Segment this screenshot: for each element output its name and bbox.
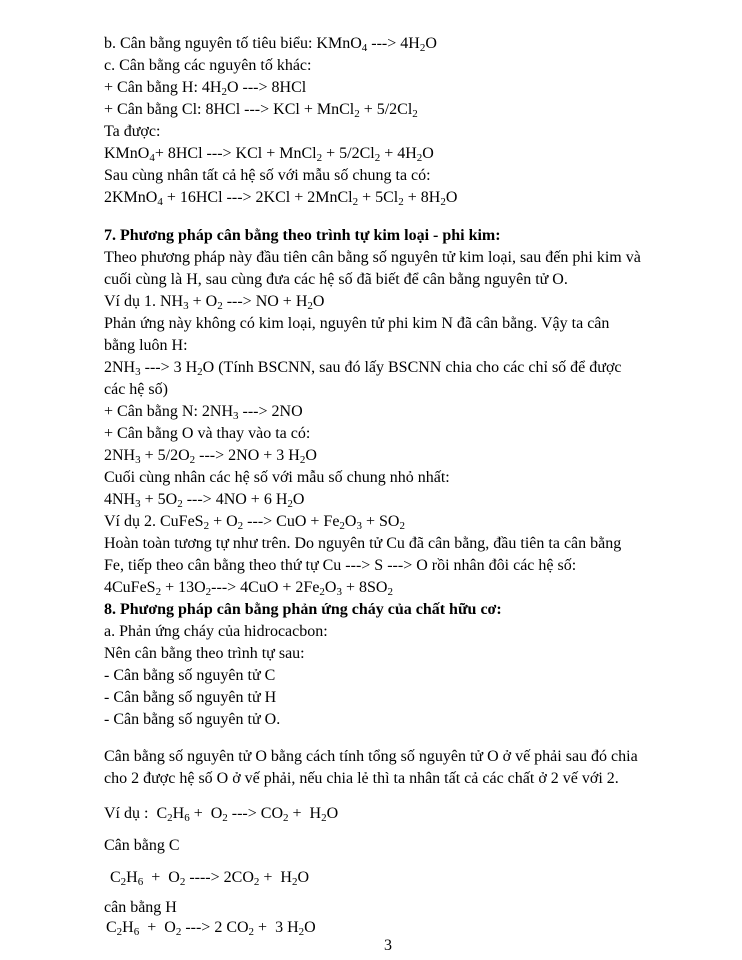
text-line: Ta được: bbox=[104, 123, 161, 140]
text-line: $C_2H_6 + O_2$ ---> 2 $CO_2 + 3$ $H_2O$ bbox=[106, 919, 316, 938]
text-line: - Cân bằng số nguyên tử C bbox=[104, 667, 276, 684]
section-heading: 8. Phương pháp cân bằng phản ứng cháy của chất hữu cơ: bbox=[104, 601, 502, 618]
text-line: + Cân bằng O và thay vào ta có: bbox=[104, 425, 311, 442]
text-line: Cuối cùng nhân các hệ số với mẫu số chung nhỏ nhất: bbox=[104, 469, 450, 486]
text-line: bằng luôn H: bbox=[104, 337, 188, 354]
text-line: + Cân bằng N: $2NH_3$ ---> 2NO bbox=[104, 403, 303, 422]
text-line: Phản ứng này không có kim loại, nguyên tử phi kim N đã cân bằng. Vậy ta cân bbox=[104, 315, 610, 332]
text-line: $4NH_3 + 5O_2$ ---> 4NO + 6 $H_2O$ bbox=[104, 491, 305, 510]
text-line: $C_2H_6 + O_2$ ----> $2CO_2 + H_2O$ bbox=[110, 869, 310, 888]
text-line: cho 2 được hệ số O ở vế phải, nếu chia lẻ thì ta nhân tất cả các chất ở 2 vế với 2. bbox=[104, 770, 619, 787]
text-line: các hệ số) bbox=[104, 381, 168, 398]
section-heading: 7. Phương pháp cân bằng theo trình tự kim loại - phi kim: bbox=[104, 227, 501, 244]
text-line: cân bằng H bbox=[104, 899, 177, 916]
text-line: cuối cùng là H, sau cùng đưa các hệ số đã biết để cân bằng nguyên tử O. bbox=[104, 271, 568, 288]
text-line: $2NH_3$ ---> 3 $H_2O$ (Tính BSCNN, sau đó lấy BSCNN chia cho các chỉ số để được bbox=[104, 359, 622, 378]
text-line: $2NH_3 + 5/2O_2$ ---> 2NO + 3 $H_2O$ bbox=[104, 447, 317, 466]
text-line: Sau cùng nhân tất cả hệ số với mẫu số chung ta có: bbox=[104, 167, 431, 184]
text-line: KMnO$_4$+ 8HCl ---> KCl + MnCl$_2$ + $5/2Cl_2 + 4H_2O$ bbox=[104, 145, 434, 164]
text-line: Ví dụ 2. CuFeS$_2$ + $O_2$ ---> CuO + $Fe_2O_3 + SO_2$ bbox=[104, 513, 405, 532]
text-line: Cân bằng số nguyên tử O bằng cách tính tổng số nguyên tử O ở vế phải sau đó chia bbox=[104, 748, 638, 765]
text-line: - Cân bằng số nguyên tử O. bbox=[104, 711, 281, 728]
text-line: a. Phản ứng cháy của hidrocacbon: bbox=[104, 623, 328, 640]
text-line: + Cân bằng H: $4H_2O$ ---> 8HCl bbox=[104, 79, 307, 98]
text-line: 2KMnO$_4$ + 16HCl ---> 2KCl + 2MnCl$_2$ + $5Cl_2 + 8H_2O$ bbox=[104, 189, 458, 208]
text-line: c. Cân bằng các nguyên tố khác: bbox=[104, 57, 312, 74]
text-line: Ví dụ : $C_2H_6 + O_2$ ---> $CO_2 + H_2O$ bbox=[104, 805, 339, 824]
text-line: b. Cân bằng nguyên tố tiêu biểu: KMnO$_4$ ---> $4H_2O$ bbox=[104, 35, 437, 54]
text-line: Fe, tiếp theo cân bằng theo thứ tự Cu ---> S ---> O rồi nhân đôi các hệ số: bbox=[104, 557, 577, 574]
text-line: Cân bằng C bbox=[104, 837, 180, 854]
text-line: Nên cân bằng theo trình tự sau: bbox=[104, 645, 305, 662]
page-number: 3 bbox=[384, 937, 392, 954]
text-line: - Cân bằng số nguyên tử H bbox=[104, 689, 277, 706]
text-line: Theo phương pháp này đầu tiên cân bằng số nguyên tử kim loại, sau đến phi kim và bbox=[104, 249, 641, 266]
text-line: Ví dụ 1. $NH_3 + O_2$ ---> NO + $H_2O$ bbox=[104, 293, 325, 312]
text-line: + Cân bằng Cl: 8HCl ---> KCl + MnCl$_2$ + $5/2Cl_2$ bbox=[104, 101, 418, 120]
text-line: Hoàn toàn tương tự như trên. Do nguyên tử Cu đã cân bằng, đầu tiên ta cân bằng bbox=[104, 535, 622, 552]
text-line: 4CuFeS$_2$ + $13O_2---> 4CuO + 2Fe_2O_3 + 8SO_2$ bbox=[104, 579, 393, 598]
